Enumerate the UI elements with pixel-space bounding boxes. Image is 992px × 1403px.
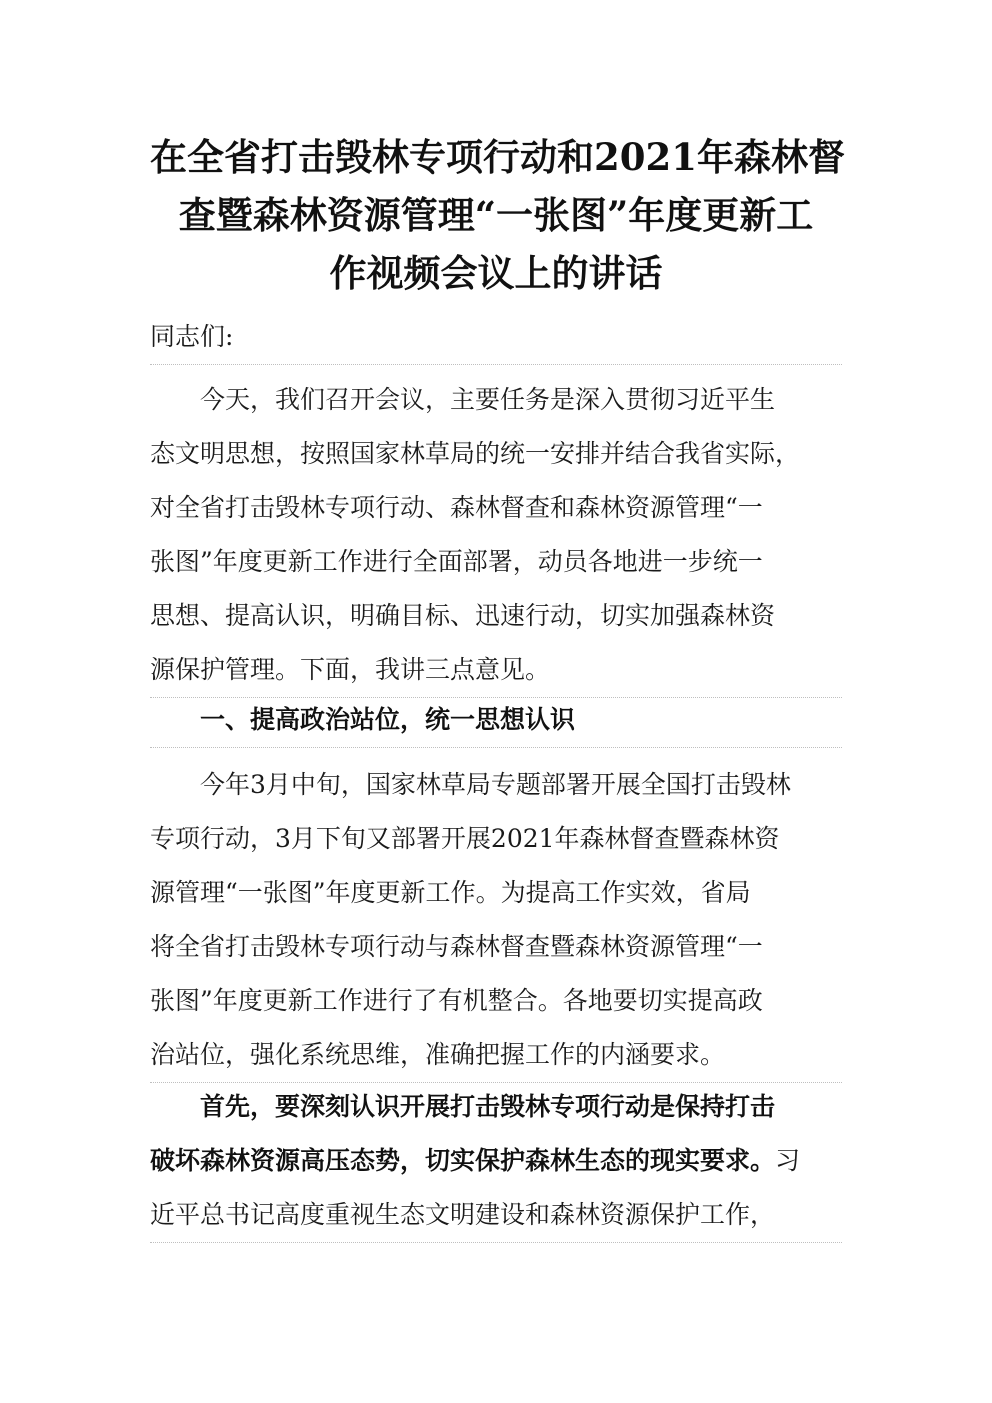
paragraph-line: 思想、提高认识，明确目标、迅速行动，切实加强森林资 — [150, 601, 776, 630]
paragraph-line: 专项行动，3月下旬又部署开展2021年森林督查暨森林资 — [150, 824, 780, 853]
paragraph-first-point — [150, 1080, 842, 1243]
first-point-bold-line-2: 破坏森林资源高压态势，切实保护森林生态的现实要求。 — [150, 1146, 776, 1175]
first-point-line-3: 近平总书记高度重视生态文明建设和森林资源保护工作， — [150, 1200, 776, 1229]
paragraph-intro — [150, 373, 842, 698]
salutation-text: 同志们: — [150, 322, 234, 351]
salutation — [150, 310, 842, 365]
paragraph-line: 治站位，强化系统思维，准确把握工作的内涵要求。 — [150, 1040, 726, 1069]
document-title — [150, 128, 845, 302]
title-line-1: 在全省打击毁林专项行动和2021年森林督 — [150, 135, 845, 179]
section-heading-text: 一、提高政治站位，统一思想认识 — [200, 705, 576, 734]
first-point-line-2 — [150, 1134, 842, 1188]
paragraph-line: 今天，我们召开会议，主要任务是深入贯彻习近平生 — [200, 385, 776, 414]
title-line-3: 作视频会议上的讲话 — [329, 251, 663, 295]
title-line-2: 查暨森林资源管理“一张图”年度更新工 — [178, 193, 814, 237]
paragraph-line: 今年3月中旬，国家林草局专题部署开展全国打击毁林 — [200, 770, 791, 799]
first-point-bold-line-1: 首先，要深刻认识开展打击毁林专项行动是保持打击 — [200, 1092, 776, 1121]
first-point-normal-run: 习 — [775, 1146, 801, 1175]
section-heading-1 — [150, 693, 842, 748]
paragraph-line: 对全省打击毁林专项行动、森林督查和森林资源管理“一 — [150, 493, 763, 522]
paragraph-line: 源保护管理。下面，我讲三点意见。 — [150, 655, 551, 684]
paragraph-line: 源管理“一张图”年度更新工作。为提高工作实效，省局 — [150, 878, 751, 907]
paragraph-line: 张图”年度更新工作进行了有机整合。各地要切实提高政 — [150, 986, 763, 1015]
paragraph-line: 态文明思想，按照国家林草局的统一安排并结合我省实际， — [150, 439, 801, 468]
paragraph-line: 将全省打击毁林专项行动与森林督查暨森林资源管理“一 — [150, 932, 763, 961]
paragraph-line: 张图”年度更新工作进行全面部署，动员各地进一步统一 — [150, 547, 763, 576]
paragraph-section-1 — [150, 758, 842, 1083]
